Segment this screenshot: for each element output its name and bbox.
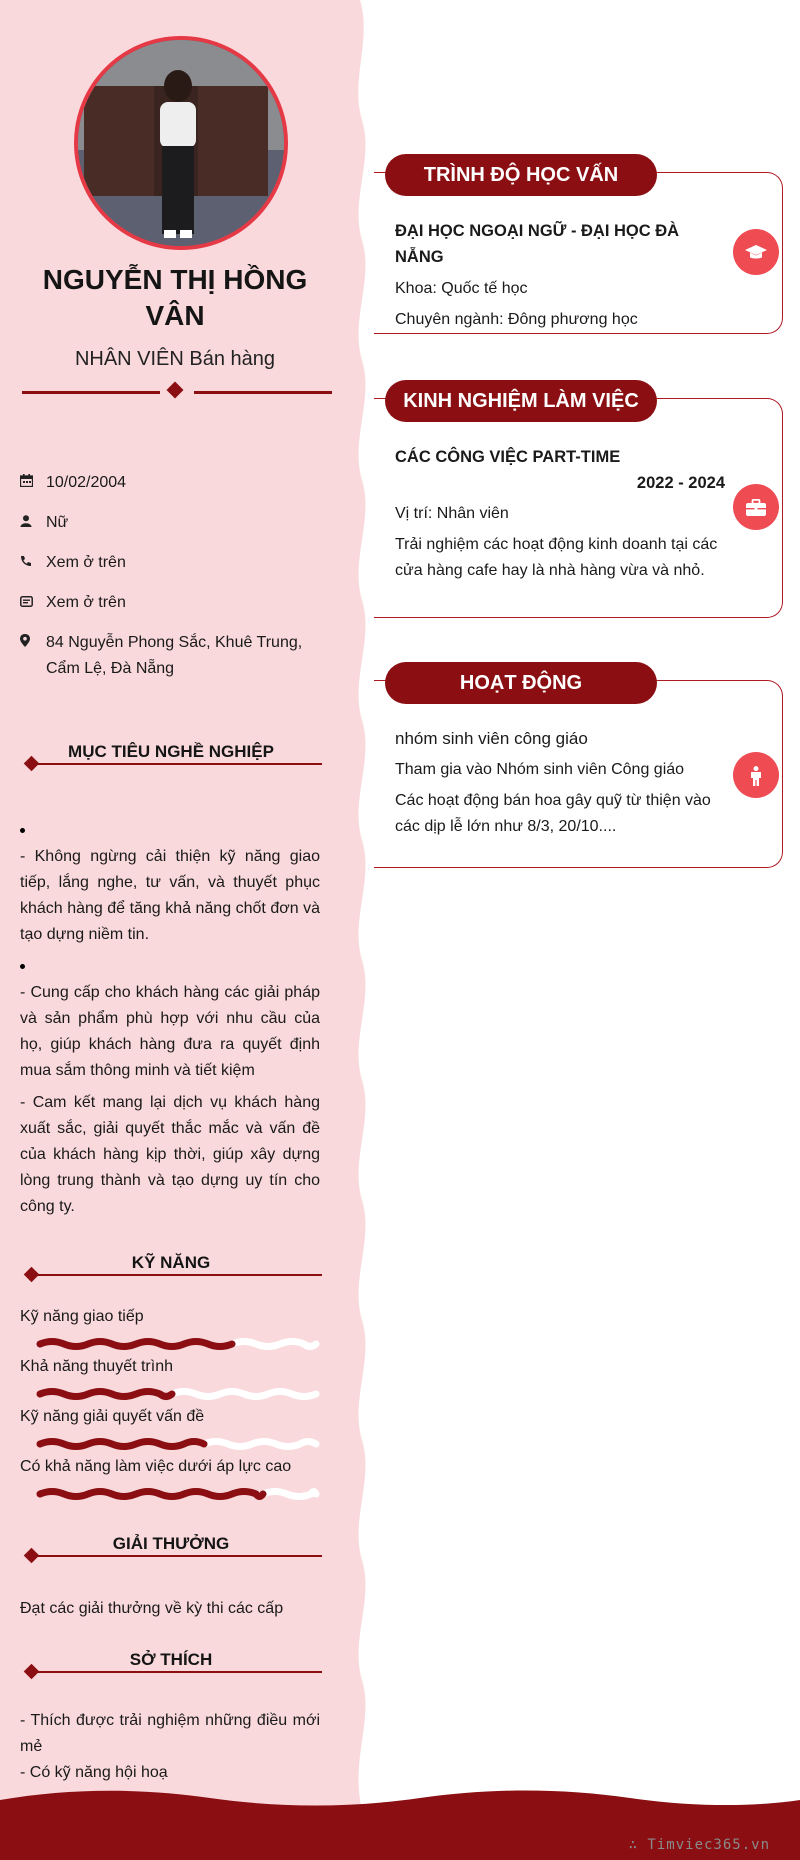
contact-list <box>20 470 320 696</box>
hobby-item: - Thích được trải nghiệm những điều mới mẻ <box>20 1712 320 1755</box>
activity-description: Các hoạt động bán hoa gây quỹ từ thiện vào các dịp lễ lớn như 8/3, 20/10.... <box>395 792 711 835</box>
skill-bar <box>36 1487 320 1501</box>
skill-label: Kỹ năng giao tiếp <box>20 1308 144 1325</box>
contact-birthday: 10/02/2004 <box>20 470 320 496</box>
education-details <box>395 218 725 333</box>
skill-bar <box>36 1337 320 1351</box>
awards-heading: GIẢI THƯỞNG <box>20 1534 322 1558</box>
position: Vị trí: Nhân viên <box>395 505 509 522</box>
calendar-icon <box>20 470 46 496</box>
contact-address: 84 Nguyễn Phong Sắc, Khuê Trung, Cẩm Lệ, Đà Nẵng <box>20 630 320 682</box>
education-heading: TRÌNH ĐỘ HỌC VẤN <box>385 154 657 196</box>
contact-phone: Xem ở trên <box>20 550 320 576</box>
map-pin-icon <box>20 630 46 656</box>
school-name: ĐẠI HỌC NGOẠI NGỮ - ĐẠI HỌC ĐÀ NẴNG <box>395 222 680 266</box>
skill-bar-track <box>232 1342 316 1347</box>
hobbies-heading: SỞ THÍCH <box>20 1650 322 1674</box>
objective-heading: MỤC TIÊU NGHỀ NGHIỆP <box>20 742 322 766</box>
skill-bar <box>36 1387 320 1401</box>
hobby-item: - Có kỹ năng hội hoạ <box>20 1764 168 1781</box>
skill-label: Kỹ năng giải quyết vấn đề <box>20 1408 205 1425</box>
objective-text <box>20 818 320 1226</box>
contact-email: Xem ở trên <box>20 590 320 616</box>
skill-label: Khả năng thuyết trình <box>20 1358 173 1375</box>
skill-bar-track <box>172 1392 316 1397</box>
skill-bar-track <box>204 1442 316 1447</box>
user-icon <box>20 510 46 536</box>
skill-bar-fill <box>40 1342 232 1347</box>
skill-bar-fill <box>40 1392 172 1397</box>
hobbies-list <box>20 1708 320 1786</box>
briefcase-icon <box>733 484 779 530</box>
graduation-cap-icon <box>733 229 779 275</box>
skill-label: Có khả năng làm việc dưới áp lực cao <box>20 1458 292 1475</box>
experience-description: Trải nghiệm các hoạt động kinh doanh tại các cửa hàng cafe hay là nhà hàng vừa và nhỏ. <box>395 536 718 579</box>
faculty: Khoa: Quốc tế học <box>395 280 528 297</box>
skill-bar <box>36 1437 320 1451</box>
objective-item: - Cam kết mang lại dịch vụ khách hàng xuất sắc, giải quyết thắc mắc và vấn đề của khách hàng kịp thời, giúp xây dựng lòng trung thành và tạo dựng uy tín cho công ty. <box>20 1094 320 1215</box>
watermark: ∴ Timviec365.vn <box>628 1837 770 1853</box>
company-name: CÁC CÔNG VIỆC PART-TIME <box>395 448 621 466</box>
objective-item: - Không ngừng cải thiện kỹ năng giao tiếp, lắng nghe, tư vấn, và thuyết phục khách hàng để tăng khả năng chốt đơn và tạo dựng niềm tin. <box>20 848 320 943</box>
objective-item: - Cung cấp cho khách hàng các giải pháp và sản phẩm phù hợp với nhu cầu của họ, giúp khách hàng đưa ra quyết định mua sắm thông minh và tiết kiệm <box>20 984 320 1079</box>
envelope-icon <box>20 590 46 616</box>
activities-details <box>395 726 725 840</box>
work-period: 2022 - 2024 <box>636 474 725 492</box>
profile-photo <box>74 36 288 250</box>
name-divider <box>22 384 332 400</box>
experience-details <box>395 444 725 584</box>
skill-bar-fill <box>40 1492 263 1497</box>
phone-icon <box>20 550 46 576</box>
skill-bar-track <box>263 1492 316 1497</box>
job-title: NHÂN VIÊN Bán hàng <box>74 348 276 370</box>
activity-group: nhóm sinh viên công giáo <box>395 729 588 748</box>
candidate-name: NGUYỄN THỊ HỒNG VÂN <box>42 264 308 331</box>
person-icon <box>733 752 779 798</box>
awards-text: Đạt các giải thưởng về kỳ thi các cấp <box>20 1600 284 1617</box>
activity-role: Tham gia vào Nhóm sinh viên Công giáo <box>395 761 685 778</box>
skills-heading: KỸ NĂNG <box>20 1253 322 1277</box>
activities-heading: HOẠT ĐỘNG <box>385 662 657 704</box>
major: Chuyên ngành: Đông phương học <box>395 311 638 328</box>
contact-gender: Nữ <box>20 510 320 536</box>
skill-bar-fill <box>40 1442 204 1447</box>
experience-heading: KINH NGHIỆM LÀM VIỆC <box>385 380 657 422</box>
